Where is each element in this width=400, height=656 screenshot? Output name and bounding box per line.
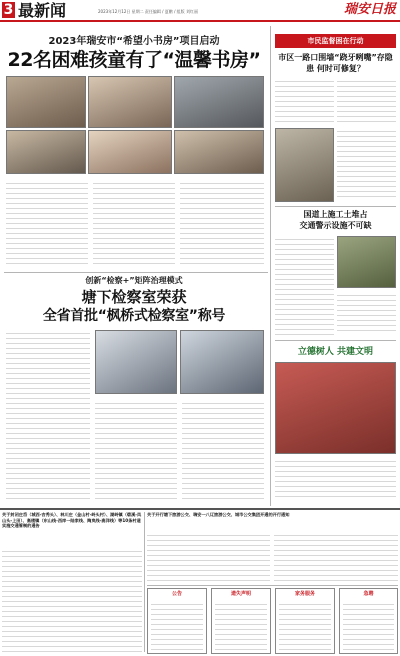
ad-service-body	[279, 601, 331, 651]
right-divider-1	[275, 206, 396, 207]
section-title: 最新闻	[18, 1, 67, 20]
ad-service-title: 家务服务	[294, 591, 315, 597]
ad-hiring-body	[343, 601, 394, 651]
bottom-ads-rule	[0, 508, 400, 510]
lead-photo-3	[174, 76, 264, 128]
ad-lost-title: 遗失声明	[230, 591, 251, 597]
lead-photo-2	[88, 76, 172, 128]
right-section-tag: 市民监督困在行动	[275, 34, 396, 48]
second-body-col-3	[182, 400, 264, 500]
ads-divider-1	[144, 512, 145, 652]
page-number-badge: 3	[3, 2, 14, 18]
ad-bus-title: 关于开行塘下旅游公交、瑞安一八辽旅游公交、城市公交集团开通的开行通知	[147, 512, 290, 517]
ad-traffic-title: 关于封闭庄岙（城西-吉秀头）、林川庄（金山村-岭头村）、湖岭镇（碧溪-凤山头-上田）、高楼镇（东山线-西岸一陆家线、陶岚线-高洋线）等10条村道实施交通管制的通告	[2, 512, 142, 529]
ad-service-box	[275, 588, 335, 654]
ad-hiring-box	[339, 588, 398, 654]
second-headline-line2: 全省首批“枫桥式检察室”称号	[42, 308, 226, 324]
right-story3-headline: 立德树人 共建文明	[297, 347, 374, 357]
ad-notice-body	[151, 601, 203, 651]
ad-bus-body-a	[147, 532, 270, 582]
lead-body-col-3	[180, 180, 264, 266]
lead-headline: 22名困难孩童有了“温馨书房”	[7, 49, 261, 71]
newspaper-logo: 瑞安日报	[343, 2, 396, 17]
right-story1-body-c	[337, 128, 396, 202]
lead-kicker: 2023年瑞安市“希望小书房”项目启动	[48, 36, 220, 47]
second-body-col-2	[95, 400, 177, 500]
ads-divider-2	[147, 585, 398, 586]
second-headline-line1: 塘下检察室荣获	[81, 288, 187, 306]
second-kicker: 创新“检察+”矩阵治理模式	[85, 276, 183, 285]
right-story2-headline-2: 交通警示设施不可缺	[299, 221, 372, 230]
second-body-col-1	[6, 330, 90, 500]
masthead-rule	[0, 20, 400, 22]
right-story2-body-b	[337, 292, 396, 336]
ad-notice-title: 公告	[171, 591, 182, 597]
lead-photo-1	[6, 76, 86, 128]
second-story	[0, 274, 268, 506]
second-photo-2	[180, 330, 264, 394]
lead-photo-4	[6, 130, 86, 174]
right-story1-photo	[275, 128, 334, 202]
ad-lost-body	[215, 601, 267, 651]
lead-story	[0, 26, 268, 270]
second-photo-1	[95, 330, 177, 394]
right-story1-body-a	[275, 78, 334, 126]
ad-bus-notice	[147, 512, 398, 582]
masthead	[0, 0, 400, 24]
right-story3-caption	[275, 458, 396, 502]
lead-photo-6	[174, 130, 264, 174]
ad-lost-box	[211, 588, 271, 654]
ad-notice-box	[147, 588, 207, 654]
lead-body-col-1	[6, 180, 88, 266]
ad-traffic-body	[2, 548, 142, 652]
lead-body-col-2	[93, 180, 175, 266]
ad-traffic-notice	[2, 512, 142, 654]
divider-lead	[4, 272, 268, 273]
right-column	[273, 26, 398, 506]
column-divider	[270, 26, 271, 506]
right-story2-headline-1: 国道上施工土堆占	[303, 210, 368, 219]
right-story2-body-a	[275, 236, 334, 336]
ad-bus-body-b	[274, 532, 398, 582]
ad-hiring-title: 急聘	[363, 591, 374, 597]
lead-photo-5	[88, 130, 172, 174]
right-story1-body-b	[337, 78, 396, 126]
right-story1-headline: 市区一路口围墙“跷牙咧嘴”存隐患 何时可修复？	[278, 53, 393, 73]
right-story2-photo	[337, 236, 396, 288]
right-divider-2	[275, 340, 396, 341]
date-line: 2023年12月12日 星期二 责任编辑 / 夏鹏 / 组版 刘红丽	[98, 9, 198, 14]
right-story3-photo	[275, 362, 396, 454]
